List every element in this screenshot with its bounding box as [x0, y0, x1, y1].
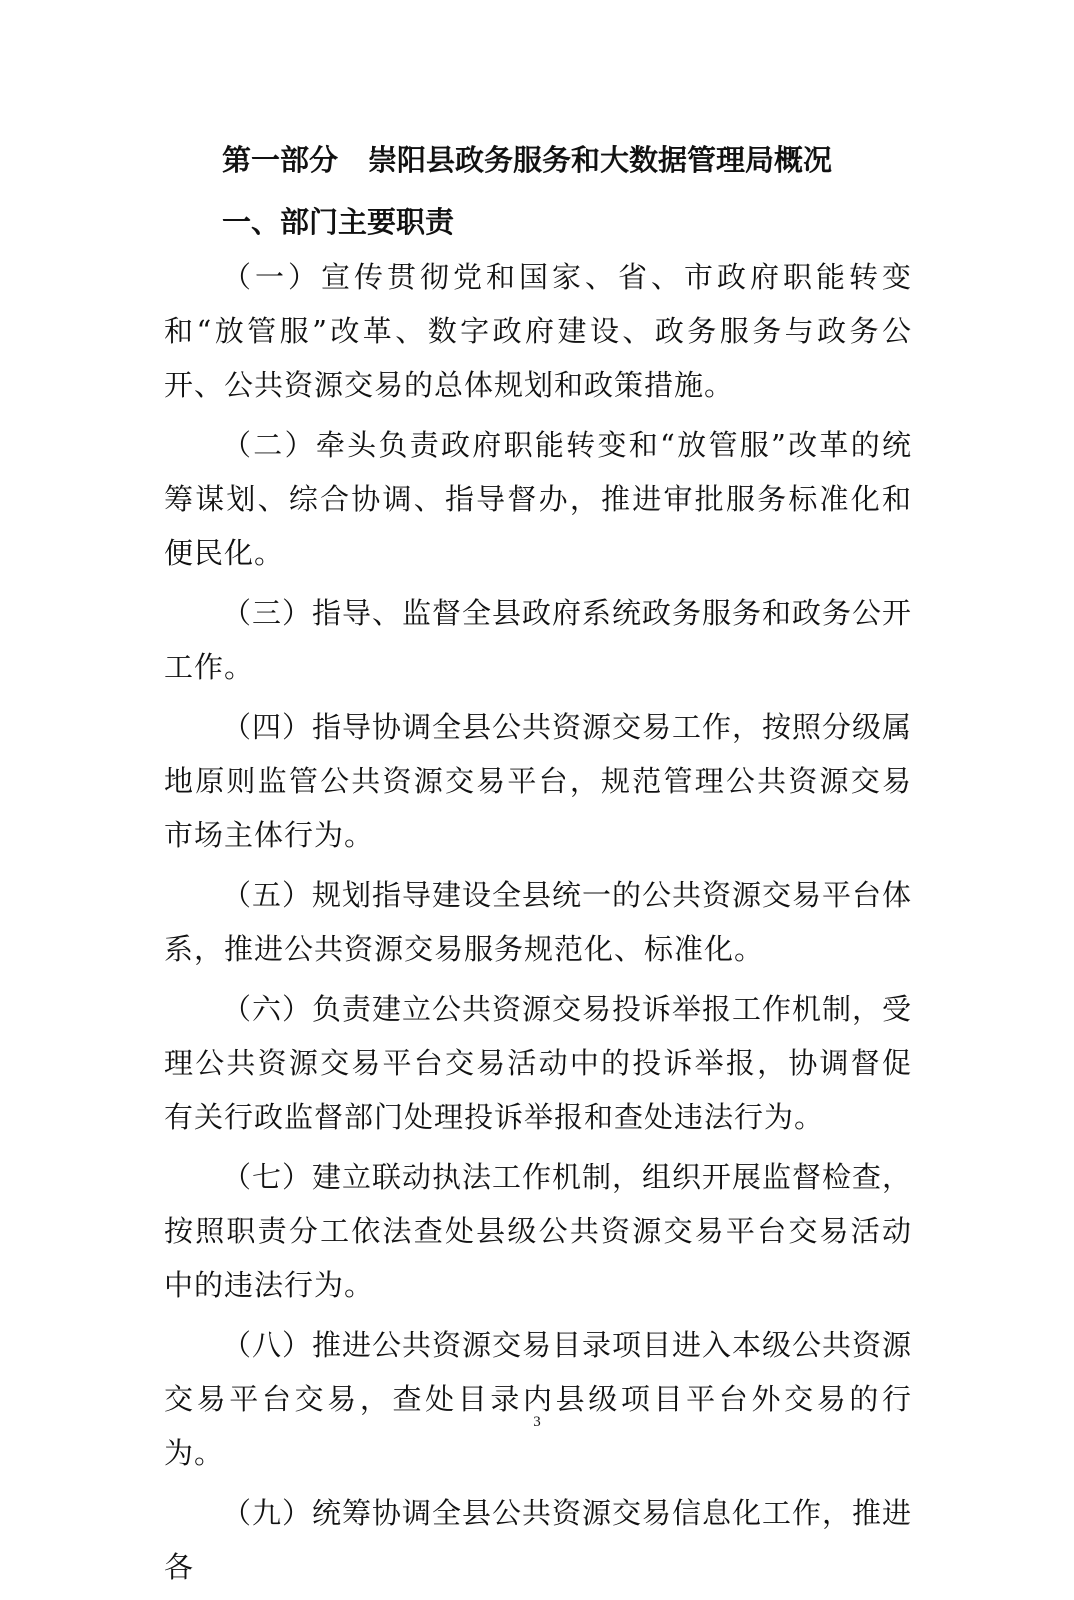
part-title: [222, 138, 832, 182]
duty-paragraph-5: （五）规划指导建设全县统一的公共资源交易平台体系，推进公共资源交易服务规范化、标准化。: [164, 878, 913, 966]
duty-paragraph-9: （九）统筹协调全县公共资源交易信息化工作，推进各: [164, 1496, 913, 1584]
duty-paragraph-3: （三）指导、监督全县政府系统政务服务和政务公开工作。: [164, 596, 913, 684]
organization-name: 崇阳县政务服务和大数据管理局概况: [368, 143, 833, 177]
duty-paragraph-4: （四）指导协调全县公共资源交易工作，按照分级属地原则监管公共资源交易平台，规范管理公共资源交易市场主体行为。: [164, 710, 913, 852]
part-label: 第一部分: [222, 143, 339, 177]
page-number: 3: [533, 1414, 541, 1430]
section-heading: 一、部门主要职责: [222, 205, 455, 239]
duty-paragraph-6: （六）负责建立公共资源交易投诉举报工作机制，受理公共资源交易平台交易活动中的投诉举报，协调督促有关行政监督部门处理投诉举报和查处违法行为。: [164, 992, 913, 1134]
document-body: [164, 250, 912, 1600]
duty-paragraph-8: （八）推进公共资源交易目录项目进入本级公共资源交易平台交易，查处目录内县级项目平台外交易的行为。: [164, 1328, 913, 1470]
duty-paragraph-7: （七）建立联动执法工作机制，组织开展监督检查，按照职责分工依法查处县级公共资源交易平台交易活动中的违法行为。: [164, 1160, 913, 1302]
duty-paragraph-1: （一）宣传贯彻党和国家、省、市政府职能转变和“放管服”改革、数字政府建设、政务服务与政务公开、公共资源交易的总体规划和政策措施。: [164, 260, 912, 402]
duty-paragraph-2: （二）牵头负责政府职能转变和“放管服”改革的统筹谋划、综合协调、指导督办，推进审批服务标准化和便民化。: [164, 428, 912, 570]
